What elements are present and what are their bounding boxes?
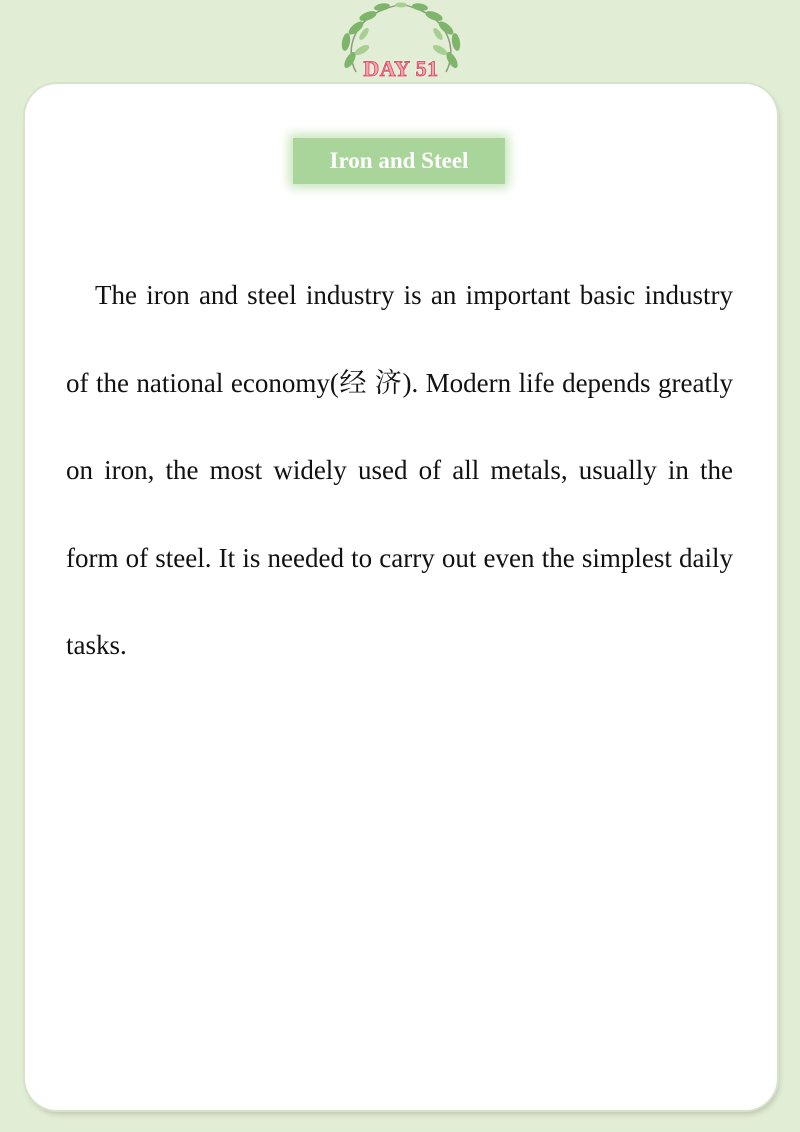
day-label: DAY 51	[363, 56, 439, 81]
title-banner	[293, 138, 505, 184]
content-card	[25, 84, 777, 1110]
article-title: Iron and Steel	[329, 148, 469, 173]
article-body: The iron and steel industry is an important basic industry of the national economy(经 济). Modern life depends greatly on iron, the most widely used of all metals, usually in the form of steel. It is needed to carry out even the simplest daily tasks.	[66, 280, 733, 660]
